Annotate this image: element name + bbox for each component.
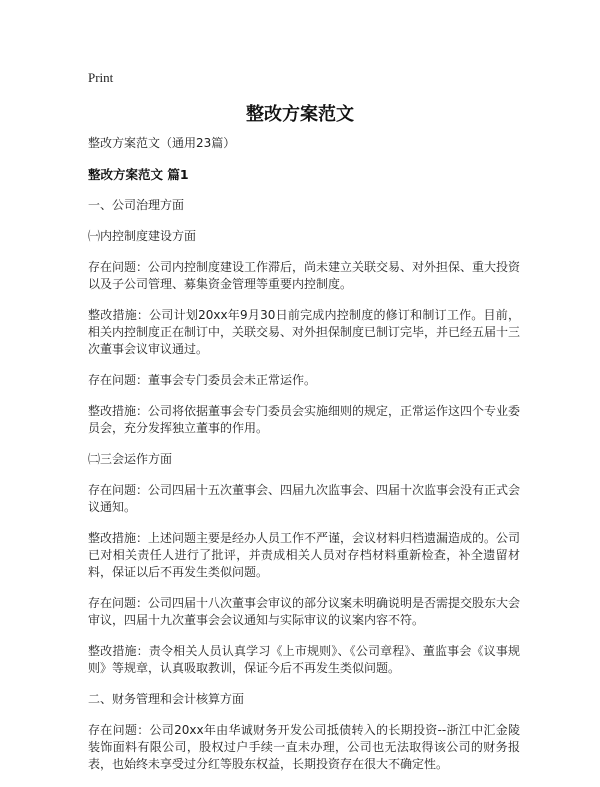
- page-title: 整改方案范文: [246, 104, 354, 125]
- section-title: 整改方案范文 篇1: [88, 167, 189, 182]
- print-link[interactable]: Print: [88, 70, 114, 85]
- document-subtitle: 整改方案范文（通用23篇）: [88, 136, 236, 150]
- heading-corporate-governance: 一、公司治理方面: [88, 198, 185, 212]
- heading-three-meetings: ㈡三会运作方面: [88, 452, 173, 466]
- heading-financial-management: 二、财务管理和会计核算方面: [88, 692, 245, 706]
- paragraph-issue: 存在问题：公司20xx年由华诚财务开发公司抵债转入的长期投资--浙江中汇金陵装饰面料有限公司，股权过户手续一直未办理，公司也无法取得该公司的财务报表，也始终未享受过分红等股东权益，长期投资存在很大不确定性。: [88, 723, 520, 771]
- paragraph-measure: 整改措施：公司计划20xx年9月30日前完成内控制度的修订和制订工作。目前，相关内控制度正在制订中，关联交易、对外担保制度已制订完毕，并已经五届十三次董事会议审议通过。: [88, 308, 521, 356]
- paragraph-measure: 整改措施：上述问题主要是经办人员工作不严谨，会议材料归档遗漏造成的。公司已对相关责任人进行了批评，并责成相关人员对存档材料重新检查，补全遗留材料，保证以后不再发生类似问题。: [88, 531, 521, 579]
- document-content: [88, 135, 520, 787]
- paragraph-issue: 存在问题：董事会专门委员会未正常运作。: [88, 373, 317, 387]
- paragraph-issue: 存在问题：公司内控制度建设工作滞后，尚未建立关联交易、对外担保、重大投资以及子公司管理、募集资金管理等重要内控制度。: [88, 260, 521, 291]
- paragraph-measure: 整改措施：公司将依据董事会专门委员会实施细则的规定，正常运作这四个专业委员会，充分发挥独立董事的作用。: [88, 404, 521, 435]
- heading-internal-control: ㈠内控制度建设方面: [88, 229, 197, 243]
- paragraph-issue: 存在问题：公司四届十八次董事会审议的部分议案未明确说明是否需提交股东大会审议，四届十九次董事会会议通知与实际审议的议案内容不符。: [88, 596, 521, 627]
- paragraph-measure: 整改措施：责令相关人员认真学习《上市规则》、《公司章程》、董监事会《议事规则》等规章，认真吸取教训，保证今后不再发生类似问题。: [88, 644, 520, 675]
- paragraph-issue: 存在问题：公司四届十五次董事会、四届九次监事会、四届十次监事会没有正式会议通知。: [88, 483, 521, 514]
